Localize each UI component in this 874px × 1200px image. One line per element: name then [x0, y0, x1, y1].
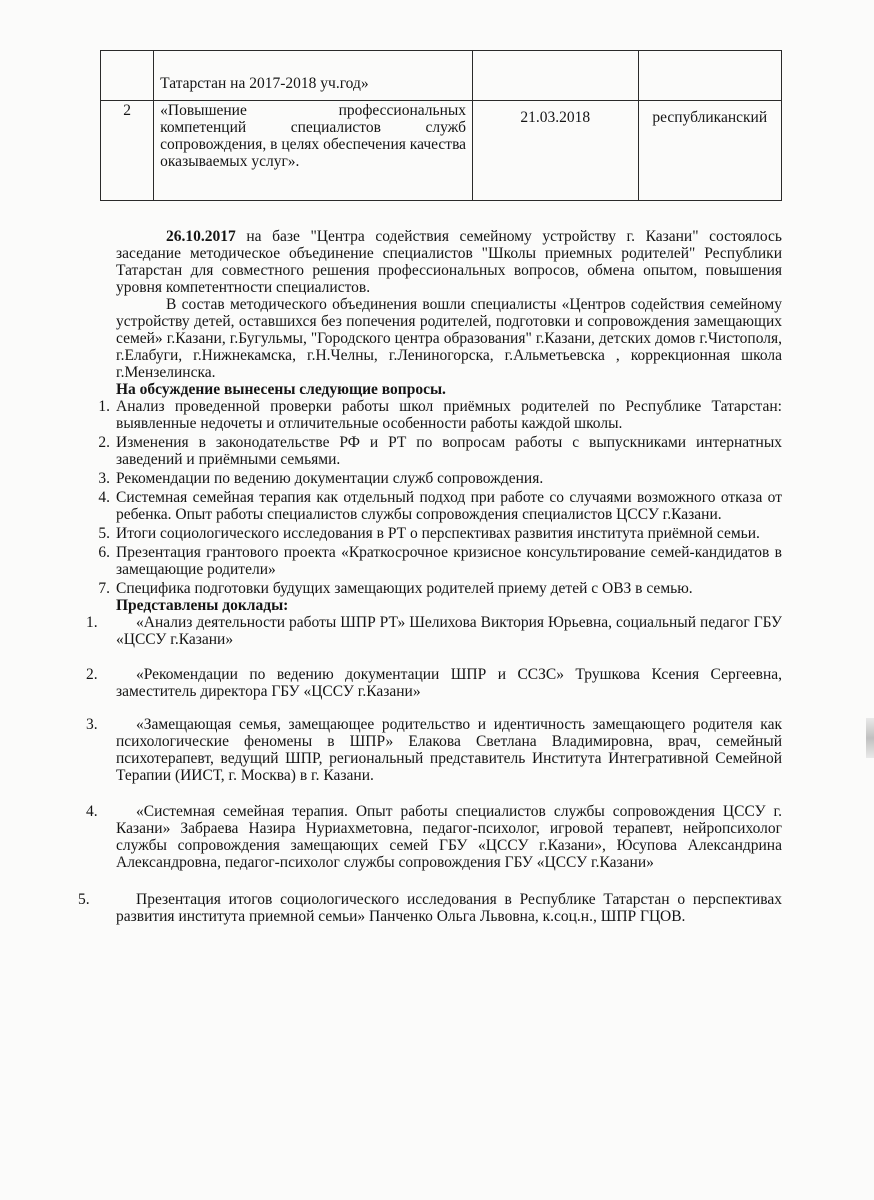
reports-list	[78, 614, 782, 925]
table-row	[101, 101, 782, 201]
members-paragraph: В состав методического объединения вошли специалисты «Центров содействия семейному устройству детей, оставшихся без попечения родителей, подготовки и сопровождения замещающих семей» г.Казани, г.Бугульмы, "Городского центра образования" г.Казани, детских домов г.Чистополя, г.Елабуги, г.Нижнекамска, г.Н.Челны, г.Лениногорска, г.Альметьевска , коррекционная школа г.Мензелинска.	[116, 296, 782, 381]
report-item: 1. «Анализ деятельности работы ШПР РТ» Шелихова Виктория Юрьевна, социальный педагог ГБУ «ЦССУ г.Казани»	[86, 614, 782, 648]
intro-text: на базе "Центра содействия семейному устройству г. Казани" состоялось заседание методическое объединение специалистов "Школы приемных родителей" Республики Татарстан для совместного решения профессиональных вопросов, обмена опытом, повышения уровня компетентности специалистов.	[116, 228, 782, 296]
scan-edge-mark	[866, 718, 874, 758]
table-row	[101, 51, 782, 101]
list-item: 4. Системная семейная терапия как отдельный подход при работе со случаями возможного отказа от ребенка. Опыт работы специалистов службы сопровождения специалистов ЦССУ г.Казани.	[98, 489, 782, 523]
list-item: 7. Специфика подготовки будущих замещающих родителей приему детей с ОВЗ в семью.	[98, 580, 693, 597]
list-item: 1. Анализ проведенной проверки работы школ приёмных родителей по Республике Татарстан: выявленные недочеты и отличительные особенности работы каждой школы.	[98, 398, 782, 432]
list-item: 6. Презентация грантового проекта «Краткосрочное кризисное консультирование семей-кандидатов в замещающие родители»	[98, 544, 782, 578]
list-item: 5. Итоги социологического исследования в РТ о перспективах развития института приёмной семьи.	[98, 525, 760, 542]
event-title: Татарстан на 2017-2018 уч.год»	[154, 51, 473, 101]
meeting-date: 26.10.2017	[166, 228, 236, 245]
report-item: 5. Презентация итогов социологического исследования в Республике Татарстан о перспективах развития института приемной семьи» Панченко Ольга Львовна, к.соц.н., ШПР ГЦОВ.	[78, 891, 782, 925]
report-item: 3. «Замещающая семья, замещающее родительство и идентичность замещающего родителя как психологические феномены в ШПР» Елакова Светлана Владимировна, врач, семейный психотерапевт, ведущий ШПР, региональный представитель Института Интегративной Семейной Терапии (ИИСТ, г. Москва) в г. Казани.	[86, 716, 782, 784]
issues-list	[98, 398, 782, 597]
list-item: 3. Рекомендации по ведению документации служб сопровождения.	[98, 470, 544, 487]
event-title: «Повышение профессиональных компетенций специалистов служб сопровождения, в целях обеспечения качества оказываемых услуг».	[154, 101, 473, 201]
reports-heading: Представлены доклады:	[116, 597, 289, 614]
issues-heading: На обсуждение вынесены следующие вопросы.	[116, 381, 446, 398]
row-number	[101, 51, 154, 101]
list-item: 2. Изменения в законодательстве РФ и РТ по вопросам работы с выпускниками интернатных заведений и приёмными семьями.	[98, 434, 782, 468]
event-level: республиканский	[638, 101, 781, 201]
row-number: 2	[101, 101, 154, 201]
document-body	[78, 228, 782, 925]
events-table	[100, 50, 782, 201]
report-item: 4. «Системная семейная терапия. Опыт работы специалистов службы сопровождения ЦССУ г. Казани» Забраева Назира Нуриахметовна, педагог-психолог, игровой терапевт, нейропсихолог службы сопровождения замещающих семей ГБУ «ЦССУ г.Казани», Юсупова Александрина Александровна, педагог-психолог службы сопровождения ГБУ «ЦССУ г.Казани»	[86, 803, 782, 871]
event-date	[473, 51, 638, 101]
report-item: 2. «Рекомендации по ведению документации ШПР и ССЗС» Трушкова Ксения Сергеевна, заместитель директора ГБУ «ЦССУ г.Казани»	[86, 666, 782, 700]
intro-paragraph	[116, 228, 782, 296]
event-level	[638, 51, 781, 101]
event-date: 21.03.2018	[473, 101, 638, 201]
